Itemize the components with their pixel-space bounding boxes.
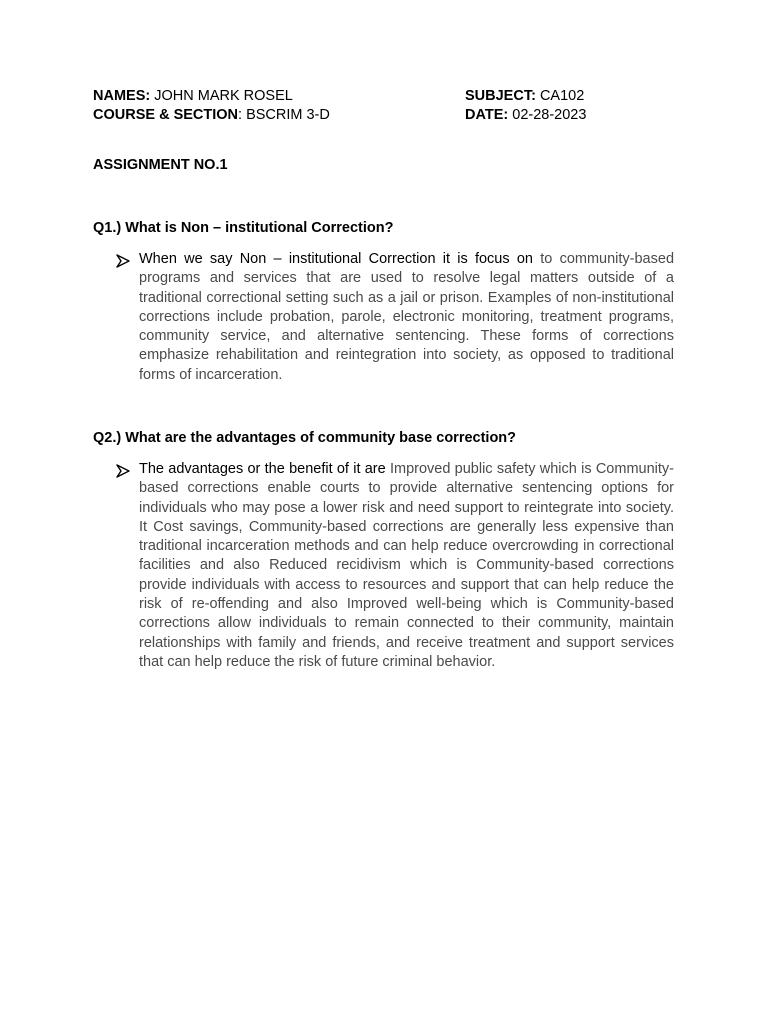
answer-1-body: to community-based programs and services that are used to resolve legal matters outside of a traditional correctional setting such as a jail or prison. Examples of non-institutional corrections include probation, parole, electronic monitoring, treatment programs, community service, and alternative sentencing. These forms of corrections emphasize rehabilitation and reintegration into society, as opposed to traditional forms of incarceration. (139, 251, 675, 383)
question-2: Q2.) What are the advantages of community base correction? (93, 430, 517, 446)
answer-1 (139, 250, 674, 385)
names-value: JOHN MARK ROSEL (154, 88, 293, 104)
arrowhead-bullet-icon (116, 254, 130, 268)
answer-2 (139, 460, 674, 672)
assignment-title: ASSIGNMENT NO.1 (93, 157, 228, 173)
arrowhead-bullet-icon (116, 464, 130, 478)
date-label: DATE: (465, 107, 509, 123)
subject-line (465, 87, 584, 106)
names-label: NAMES: (93, 88, 151, 104)
date-line (465, 106, 586, 125)
course-line (93, 106, 330, 125)
subject-value: CA102 (539, 88, 585, 104)
answer-1-lead: When we say Non – institutional Correction it is focus on (139, 251, 533, 267)
subject-label: SUBJECT: (465, 88, 536, 104)
course-value: : BSCRIM 3-D (238, 107, 330, 123)
question-1: Q1.) What is Non – institutional Correction? (93, 220, 394, 236)
answer-2-lead: The advantages or the benefit of it are (139, 461, 386, 477)
date-value: 02-28-2023 (512, 107, 587, 123)
answer-2-body: Improved public safety which is Community-based corrections enable courts to provide alternative sentencing options for individuals who may pose a lower risk and need support to reintegrate into society. It Cost savings, Community-based corrections are generally less expensive than traditional incarceration methods and can help reduce overcrowding in correctional facilities and also Reduced recidivism which is Community-based corrections provide individuals with access to resources and support that can help reduce the risk of re-offending and also Improved well-being which is Community-based corrections allow individuals to remain connected to their community, maintain relationships with family and friends, and receive treatment and support services that can help reduce the risk of future criminal behavior. (139, 461, 674, 670)
names-line (93, 87, 293, 106)
course-label: COURSE & SECTION (93, 107, 239, 123)
